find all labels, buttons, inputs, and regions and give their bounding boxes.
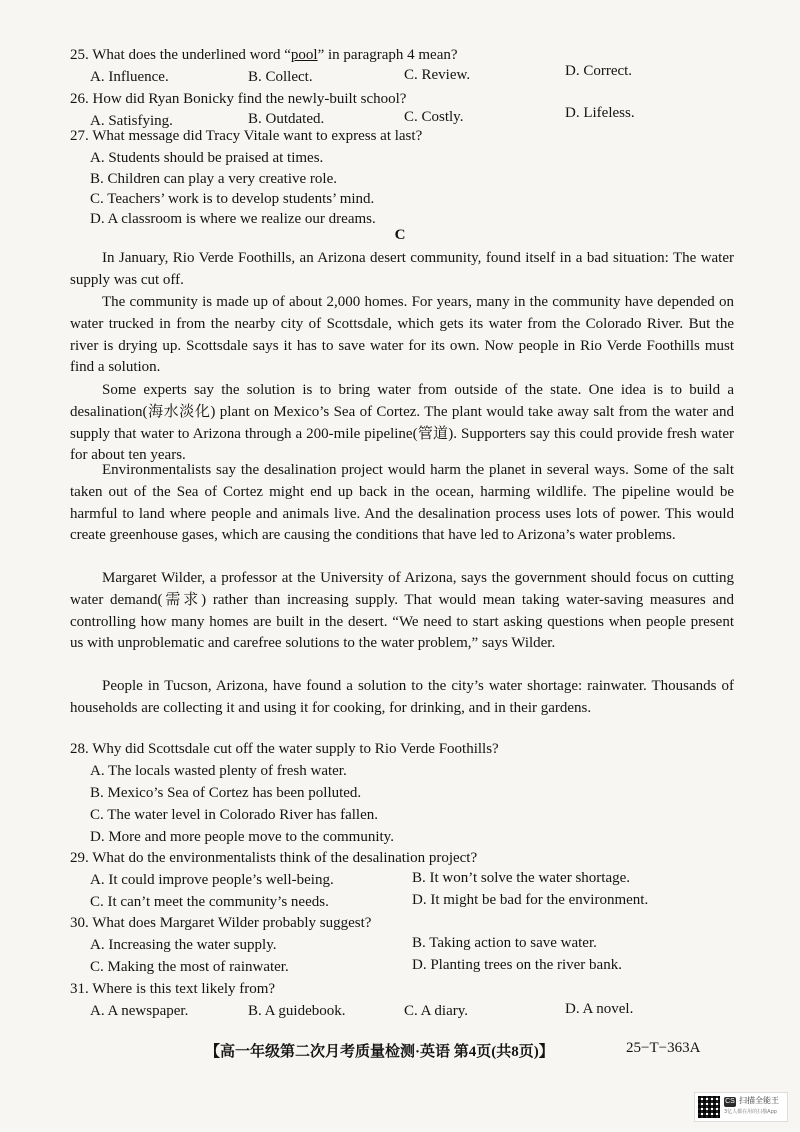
option-b: B. It won’t solve the water shortage. — [412, 870, 631, 886]
page-footer-title: 【高一年级第二次月考质量检测·英语 第4页(共8页)】 — [205, 1044, 554, 1060]
option-b: B. Taking action to save water. — [412, 935, 597, 951]
question-stem: 29. What do the environmentalists think of the desalination project? — [70, 850, 478, 866]
option-a: A. The locals wasted plenty of fresh water. — [90, 763, 347, 779]
option-c: C. It can’t meet the community’s needs. — [90, 894, 329, 910]
option-d: D. A classroom is where we realize our dreams. — [90, 211, 376, 227]
passage-label: C — [394, 227, 406, 243]
option-d: D. Lifeless. — [565, 105, 635, 121]
option-b: B. Children can play a very creative role. — [90, 171, 337, 187]
option-a: A. A newspaper. — [90, 1003, 189, 1019]
watermark-tagline: 3亿人都在用的扫描App — [724, 1109, 777, 1115]
question-stem: 30. What does Margaret Wilder probably suggest? — [70, 915, 372, 931]
option-d: D. Correct. — [565, 63, 633, 79]
option-c: C. A diary. — [404, 1003, 469, 1019]
question-stem: 28. Why did Scottsdale cut off the water supply to Rio Verde Foothills? — [70, 741, 499, 757]
option-c: C. Costly. — [404, 109, 464, 125]
passage-paragraph-4: Environmentalists say the desalination project would harm the planet in several ways. Some of the salt taken out of the Sea of Cortez might end up back in the ocean, harming wildlife. The pipeline would be harmful to land where people and animals live. And the desalination process uses lots of power. This would create greenhouse gases, which are causing the conditions that have led to Arizona’s water problems. — [70, 462, 734, 544]
passage-paragraph-2: The community is made up of about 2,000 homes. For years, many in the community have depended on water trucked in from the nearby city of Scottsdale, which gets its water from the Colorado River. But the river is drying up. Scottsdale says it has to save water for its own. Now people in Rio Verde Foothills must find a solution. — [70, 294, 734, 376]
option-d: D. Planting trees on the river bank. — [412, 957, 622, 973]
qr-code-icon — [698, 1096, 720, 1118]
option-c: C. The water level in Colorado River has fallen. — [90, 807, 378, 823]
option-a: A. It could improve people’s well-being. — [90, 872, 334, 888]
option-b: B. A guidebook. — [248, 1003, 346, 1019]
option-c: C. Teachers’ work is to develop students’ mind. — [90, 191, 375, 207]
option-c: C. Making the most of rainwater. — [90, 959, 289, 975]
option-a: A. Influence. — [90, 69, 169, 85]
option-a: A. Students should be praised at times. — [90, 150, 324, 166]
option-a: A. Satisfying. — [90, 113, 173, 129]
question-stem: 31. Where is this text likely from? — [70, 981, 276, 997]
scanner-watermark — [694, 1092, 788, 1122]
option-b: B. Collect. — [248, 69, 313, 85]
option-b: B. Mexico’s Sea of Cortez has been polluted. — [90, 785, 362, 801]
option-d: D. A novel. — [565, 1001, 634, 1017]
option-a: A. Increasing the water supply. — [90, 937, 277, 953]
question-stem: 27. What message did Tracy Vitale want to express at last? — [70, 128, 423, 144]
option-c: C. Review. — [404, 67, 471, 83]
passage-paragraph-3: Some experts say the solution is to bring water from outside of the state. One idea is to build a desalination(海水淡化) plant on Mexico’s Sea of Cortez. The plant would take away salt from the water and supply that water to Arizona through a 200-mile pipeline(管道). Supporters say this could provide fresh water for about ten years. — [70, 382, 734, 464]
passage-paragraph-1: In January, Rio Verde Foothills, an Arizona desert community, found itself in a bad situation: The water supply was cut off. — [70, 250, 734, 288]
option-b: B. Outdated. — [248, 111, 325, 127]
question-stem: 25. What does the underlined word “pool” in paragraph 4 mean? — [70, 47, 458, 63]
passage-paragraph-5: Margaret Wilder, a professor at the University of Arizona, says the government should focus on cutting water demand(需求) rather than increasing supply. That would mean taking water-saving measures and controlling how many homes are built in the desert. “We need to start asking questions when people present us with unproblematic and carefree solutions to the water problem,” says Wilder. — [70, 570, 734, 652]
passage-paragraph-6: People in Tucson, Arizona, have found a solution to the city’s water shortage: rainwater. Thousands of households are collecting it and using it for cooking, for drinking, and in their gardens. — [70, 678, 734, 716]
question-stem: 26. How did Ryan Bonicky find the newly-built school? — [70, 91, 407, 107]
camscanner-logo: CS — [725, 1098, 735, 1105]
option-d: D. More and more people move to the community. — [90, 829, 394, 845]
watermark-app-name: 扫描全能王 — [739, 1096, 779, 1105]
exam-code: 25−T−363A — [626, 1040, 701, 1056]
option-d: D. It might be bad for the environment. — [412, 892, 649, 908]
